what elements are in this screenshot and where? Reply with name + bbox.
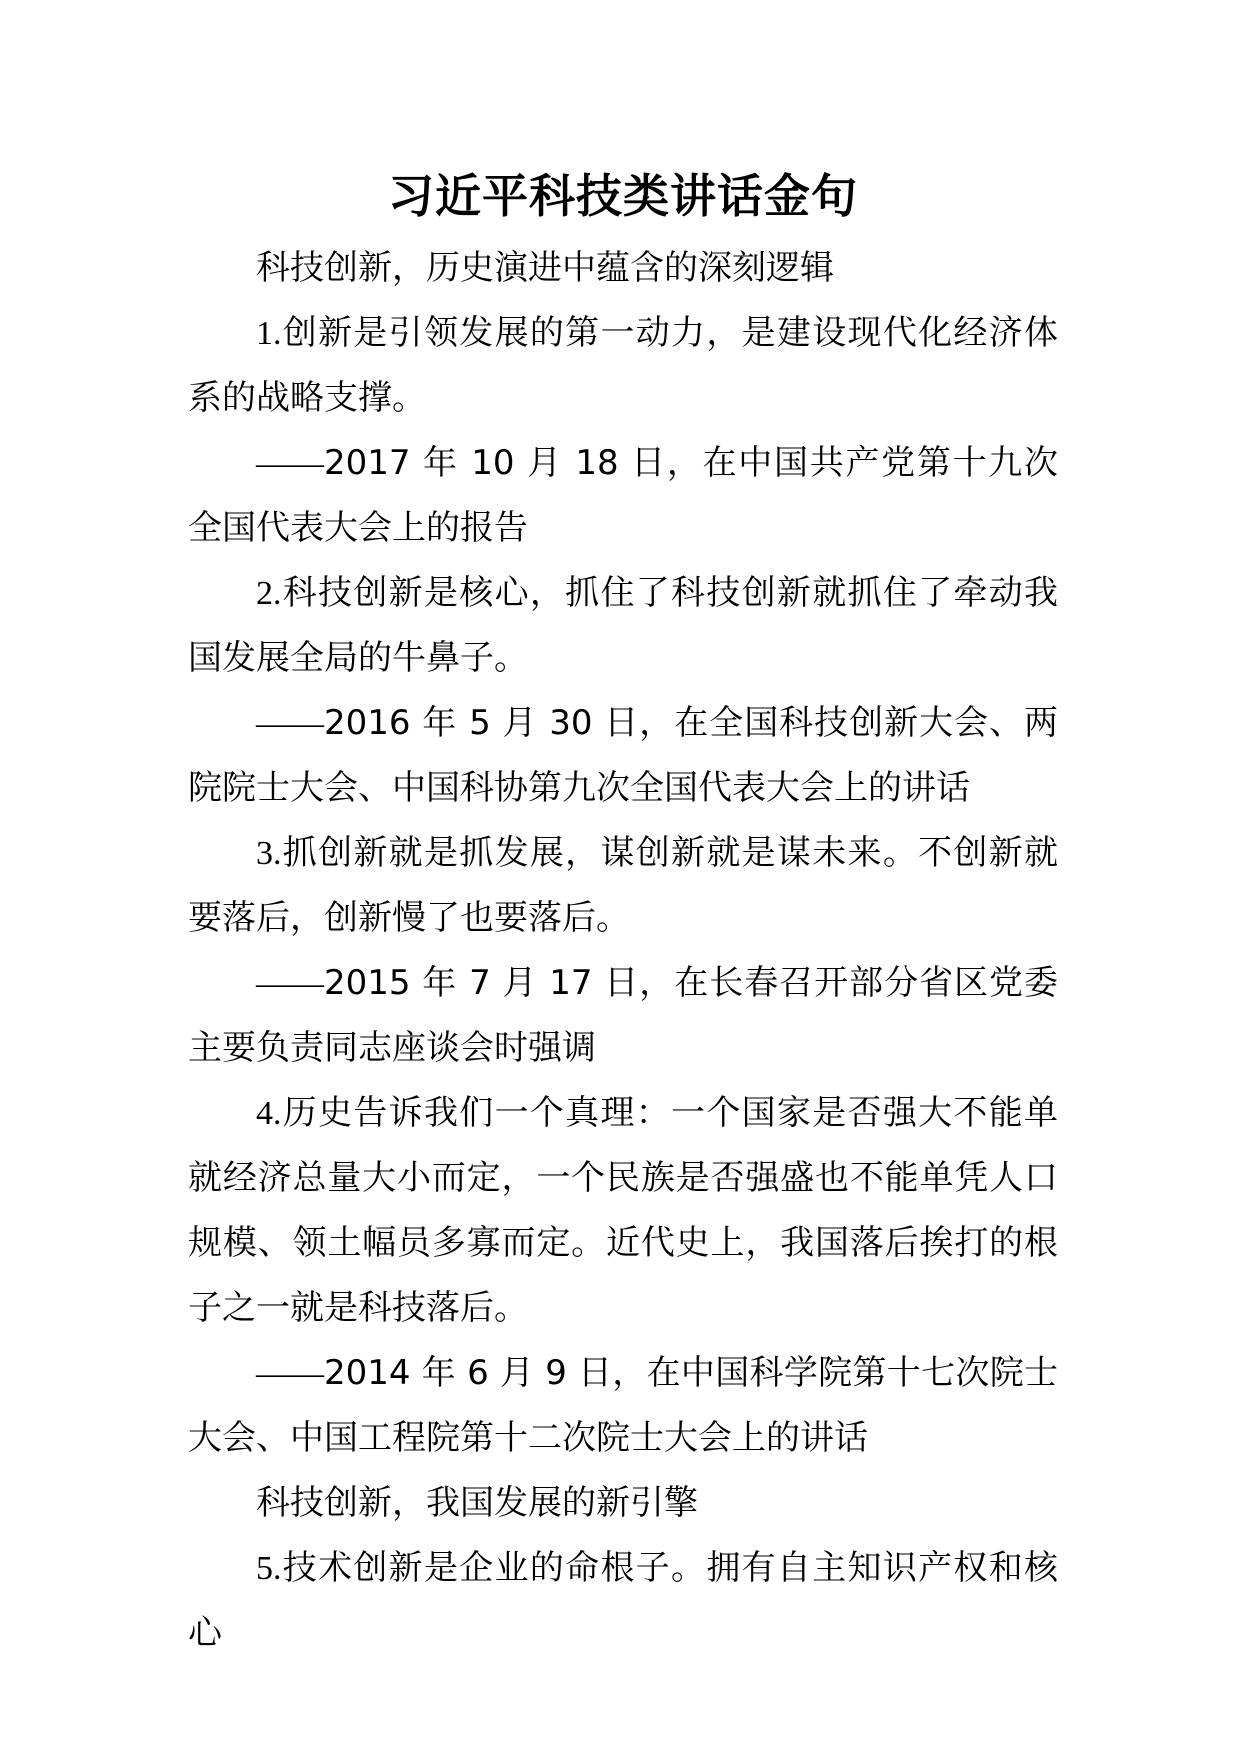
source-2-dash: ——	[256, 705, 324, 742]
quote-3	[188, 821, 1058, 951]
source-4	[188, 1341, 1058, 1471]
document-body	[188, 160, 1058, 1666]
section-heading-2: 科技创新，我国发展的新引擎	[256, 1483, 698, 1523]
source-1-dash: ——	[256, 445, 324, 482]
source-3-dash: ——	[256, 965, 324, 1002]
document-title: 习近平科技类讲话金句	[388, 169, 858, 223]
source-2-text: 2016 年 5 月 30 日，在全国科技创新大会、两院院士大会、中国科协第九次全国代表大会上的讲话	[188, 703, 1058, 808]
source-1-text: 2017 年 10 月 18 日，在中国共产党第十九次全国代表大会上的报告	[188, 443, 1058, 548]
quote-3-text: 抓创新就是抓发展，谋创新就是谋未来。不创新就要落后，创新慢了也要落后。	[188, 833, 1058, 938]
quote-1-number: 1.	[256, 315, 282, 352]
source-1	[188, 431, 1058, 561]
source-3	[188, 951, 1058, 1081]
quote-5-text: 技术创新是企业的命根子。拥有自主知识产权和核心	[188, 1548, 1058, 1653]
quote-5	[188, 1536, 1058, 1666]
quote-1-text: 创新是引领发展的第一动力，是建设现代化经济体系的战略支撑。	[188, 313, 1058, 418]
source-4-dash: ——	[256, 1355, 324, 1392]
quote-4-text: 历史告诉我们一个真理：一个国家是否强大不能单就经济总量大小而定，一个民族是否强盛也不能单凭人口规模、领土幅员多寡而定。近代史上，我国落后挨打的根子之一就是科技落后。	[188, 1093, 1058, 1328]
quote-2	[188, 561, 1058, 691]
section-heading-1: 科技创新，历史演进中蕴含的深刻逻辑	[256, 248, 834, 288]
quote-3-number: 3.	[256, 835, 282, 872]
quote-2-number: 2.	[256, 575, 282, 612]
quote-4	[188, 1081, 1058, 1341]
quote-4-number: 4.	[256, 1095, 282, 1132]
source-2	[188, 691, 1058, 821]
source-3-text: 2015 年 7 月 17 日，在长春召开部分省区党委主要负责同志座谈会时强调	[188, 963, 1058, 1068]
quote-5-number: 5.	[256, 1550, 282, 1587]
quote-2-text: 科技创新是核心，抓住了科技创新就抓住了牵动我国发展全局的牛鼻子。	[188, 573, 1058, 678]
quote-1	[188, 301, 1058, 431]
source-4-text: 2014 年 6 月 9 日，在中国科学院第十七次院士大会、中国工程院第十二次院士大会上的讲话	[188, 1353, 1058, 1458]
